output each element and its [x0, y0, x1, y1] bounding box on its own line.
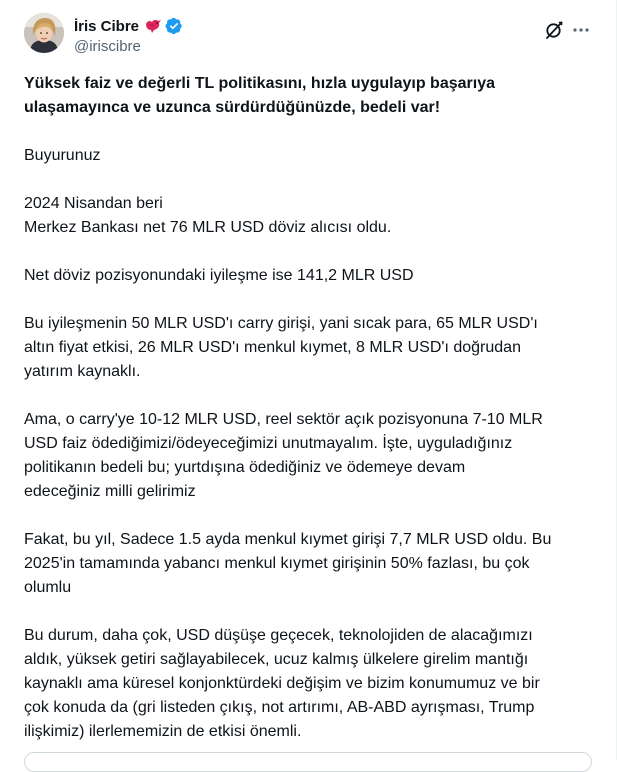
- text-line: 2025'in tamamında yabancı menkul kıymet girişinin 50% fazlası, bu çok: [24, 555, 530, 572]
- text-line: Ama, o carry'ye 10-12 MLR USD, reel sektör açık pozisyonuna 7-10 MLR: [24, 411, 543, 428]
- red-bird-emoji-icon: [144, 18, 162, 34]
- tweet-paragraph: [24, 528, 592, 600]
- tweet-paragraph: [24, 144, 592, 168]
- tweet-paragraph: [24, 264, 592, 288]
- text-line: edeceğiniz milli gelirimiz: [24, 483, 196, 500]
- tweet-paragraph: [24, 408, 592, 504]
- text-line: yatırım kaynaklı.: [24, 363, 141, 380]
- text-line: çok konuda da (gri listeden çıkış, not artırımı, AB-ABD ayrışması, Trump: [24, 699, 535, 716]
- attached-card[interactable]: [24, 752, 592, 772]
- text-line: aldık, yüksek getiri sağlayabilecek, ucuz kalmış ülkelere girelim mantığı: [24, 651, 529, 668]
- verified-icon[interactable]: [165, 17, 183, 35]
- tweet-text: [24, 72, 592, 768]
- text-line: Bu iyileşmenin 50 MLR USD'ı carry girişi, yani sıcak para, 65 MLR USD'ı: [24, 315, 538, 332]
- text-line: politikanın bedeli bu; yurtdışına ödediğiniz ve ödemeye devam: [24, 459, 466, 476]
- text-line: USD faiz ödediğimizi/ödeyeceğimizi unutmayalım. İşte, uyguladığınız: [24, 435, 513, 452]
- tweet-paragraph: [24, 624, 592, 744]
- text-line: Buyurunuz: [24, 147, 101, 164]
- text-line: 2024 Nisandan beri: [24, 195, 163, 212]
- text-line: ilişkimiz) ilerlememizin de etkisi önemli.: [24, 723, 302, 740]
- text-line: Bu durum, daha çok, USD düşüşe geçecek, teknolojiden de alacağımızı: [24, 627, 533, 644]
- grok-icon[interactable]: [544, 20, 564, 40]
- author-name-row[interactable]: [74, 16, 183, 36]
- text-line: Fakat, bu yıl, Sadece 1.5 ayda menkul kıymet girişi 7,7 MLR USD oldu. Bu: [24, 531, 552, 548]
- tweet-headline: [24, 72, 592, 120]
- more-horizontal-icon[interactable]: [571, 20, 591, 40]
- tweet-paragraph: [24, 192, 592, 240]
- tweet-paragraph: [24, 312, 592, 384]
- author-display-name[interactable]: İris Cibre: [74, 17, 140, 35]
- text-line: altın fiyat etkisi, 26 MLR USD'ı menkul kıymet, 8 MLR USD'ı doğrudan: [24, 339, 521, 356]
- text-line: Yüksek faiz ve değerli TL politikasını, hızla uygulayıp başarıya: [24, 75, 495, 92]
- text-line: olumlu: [24, 579, 72, 596]
- text-line: kaynaklı ama küresel konjonktürdeki değişim ve bizim konumumuz ve bir: [24, 675, 540, 692]
- avatar-photo: [24, 13, 64, 53]
- text-line: Net döviz pozisyonundaki iyileşme ise 141,2 MLR USD: [24, 267, 414, 284]
- text-line: ulaşamayınca ve uzunca sürdürdüğünüzde, bedeli var!: [24, 99, 441, 116]
- avatar[interactable]: [24, 13, 64, 53]
- author-handle[interactable]: @iriscibre: [74, 38, 141, 55]
- text-line: Merkez Bankası net 76 MLR USD döviz alıcısı oldu.: [24, 219, 392, 236]
